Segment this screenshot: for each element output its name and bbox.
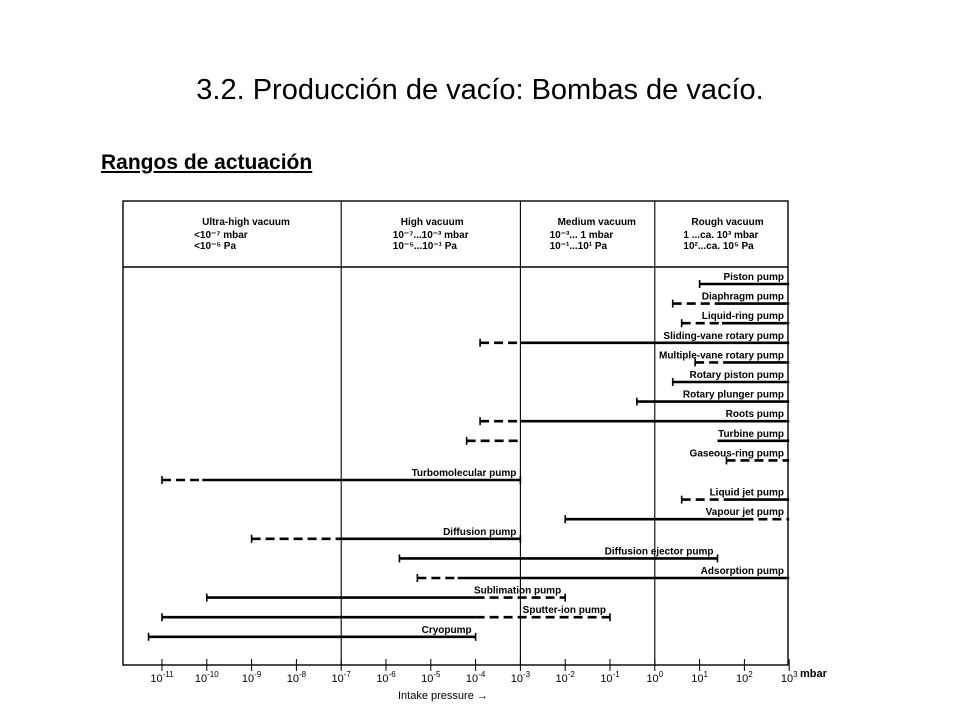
region-range-text: 10²...ca. 10⁵ Pa (683, 241, 754, 252)
region-range-text: 10⁻¹...10¹ Pa (549, 241, 608, 252)
pump-label: Diffusion pump (443, 526, 517, 538)
pump-label: Roots pump (725, 409, 784, 421)
x-tick-label: $10^2$ (736, 670, 753, 685)
section-heading: Rangos de actuación (101, 151, 313, 174)
pump-label: Cryopump (421, 624, 472, 636)
region-name: Ultra-high vacuum (202, 217, 290, 228)
x-tick-label: $10^{-4}$ (465, 670, 486, 685)
pump-label: Sliding-vane rotary pump (663, 330, 784, 342)
pump-label: Adsorption pump (700, 566, 784, 577)
pump-label: Diaphragm pump (701, 291, 784, 303)
x-tick-label: $10^3$ (780, 670, 798, 685)
region-range-text: 10⁻³... 1 mbar (549, 230, 614, 241)
pump-label: Vapour jet pump (705, 507, 784, 519)
pump-label: Sputter-ion pump (522, 605, 606, 617)
x-tick-label: $10^{-8}$ (286, 670, 307, 685)
pump-label: Turbine pump (718, 428, 784, 440)
x-axis-label: Intake pressure → (398, 690, 488, 702)
x-tick-label: $10^{-5}$ (421, 670, 441, 685)
x-tick-label: $10^{-9}$ (241, 670, 262, 685)
pump-label: Rotary piston pump (689, 370, 784, 381)
region-name: Rough vacuum (691, 217, 764, 228)
region-name: High vacuum (400, 217, 464, 228)
pump-label: Gaseous-ring pump (689, 448, 784, 460)
pump-label: Piston pump (723, 272, 784, 283)
x-unit-label: mbar (800, 668, 827, 680)
x-tick-label: $10^{-11}$ (150, 670, 174, 685)
pump-label: Liquid jet pump (709, 487, 784, 499)
x-tick-label: $10^{-2}$ (555, 670, 575, 685)
x-tick-label: $10^{-10}$ (194, 670, 219, 685)
chart-frame (123, 201, 788, 665)
region-range-text: 10⁻⁷...10⁻³ mbar (392, 230, 469, 241)
pump-label: Multiple-vane rotary pump (658, 350, 784, 362)
region-range-text: 1 ...ca. 10³ mbar (683, 230, 759, 241)
slide-title: 3.2. Producción de vacío: Bombas de vacío. (196, 74, 764, 106)
pump-label: Diffusion ejector pump (604, 546, 714, 558)
pump-label: Sublimation pump (473, 585, 562, 597)
x-tick-label: $10^{-7}$ (331, 670, 351, 685)
x-tick-label: $10^{-1}$ (600, 670, 620, 685)
pump-label: Liquid-ring pump (701, 311, 784, 323)
region-name: Medium vacuum (557, 217, 636, 228)
x-tick-label: $10^{-3}$ (510, 670, 531, 685)
x-tick-label: $10^0$ (646, 670, 664, 685)
x-tick-label: $10^{-6}$ (376, 670, 396, 685)
pump-label: Turbomolecular pump (411, 468, 517, 479)
region-range-text: 10⁻⁵...10⁻¹ Pa (392, 241, 457, 252)
x-tick-label: $10^1$ (691, 670, 708, 685)
region-range-text: <10⁻⁷ mbar (194, 230, 248, 241)
region-range-text: <10⁻⁵ Pa (194, 241, 237, 252)
pump-label: Rotary plunger pump (682, 389, 784, 401)
